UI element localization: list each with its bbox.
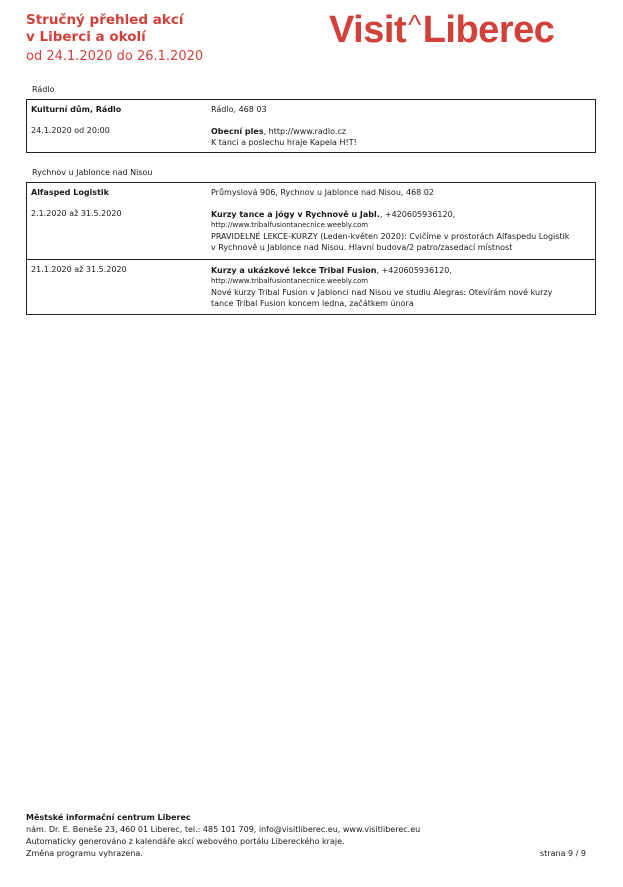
- event-name: Kurzy tance a jógy v Rychnově u Jabl.: [211, 210, 380, 219]
- event-description-line-2: tance Tribal Fusion koncem ledna, začátkem února: [211, 299, 414, 308]
- venue-name: Alfasped Logistik: [31, 188, 109, 197]
- event-contact[interactable]: , http://www.radlo.cz: [263, 127, 346, 136]
- page-number: strana 9 / 9: [540, 849, 586, 858]
- event-description-line-1: PRAVIDELNÉ LEKCE-KURZY (Leden-květen 2020): Cvičíme v prostorách Alfaspedu Logistik: [211, 232, 570, 241]
- event-contact: , +420605936120,: [376, 266, 452, 275]
- document-footer: [26, 812, 420, 860]
- visit-liberec-logo: [329, 8, 554, 55]
- footer-note-generated: Automaticky generováno z kalendáře akcí webového portálu Libereckého kraje.: [26, 837, 345, 846]
- event-description-line-1: Nové kurzy Tribal Fusion v Jablonci nad Nisou ve studiu Alegras: Otevírám nové kurzy: [211, 288, 553, 297]
- venue-address: Rádlo, 468 03: [211, 105, 267, 114]
- event-date: 24.1.2020 od 20:00: [31, 126, 110, 135]
- event-url[interactable]: http://www.tribalfusiontanecnice.weebly.com: [211, 221, 369, 229]
- event-details: [211, 265, 591, 309]
- venue-name: Kulturní dům, Rádlo: [31, 105, 122, 114]
- event-details: [211, 126, 591, 148]
- event-row: [27, 259, 595, 315]
- event-name: Kurzy a ukázkové lekce Tribal Fusion: [211, 266, 377, 275]
- event-url[interactable]: http://www.tribalfusiontanecnice.weebly.com: [211, 277, 369, 285]
- section-label-rychnov: Rychnov u Jablonce nad Nisou: [32, 168, 153, 177]
- event-contact: , +420605936120,: [379, 210, 456, 219]
- venue-box-rychnov: [26, 182, 596, 315]
- event-name: Obecní ples: [211, 127, 264, 136]
- event-date: 21.1.2020 až 31.5.2020: [31, 265, 127, 274]
- document-header: [26, 12, 203, 65]
- logo-text-visit: Visit: [329, 9, 407, 51]
- venue-box-radlo: [26, 99, 596, 153]
- footer-address: nám. Dr. E. Beneše 23, 460 01 Liberec, tel.: 485 101 709, info@visitliberec.eu, www.visitliberec.eu: [26, 825, 421, 834]
- logo-caret-icon: ^: [408, 9, 421, 40]
- venue-row: [27, 183, 595, 259]
- venue-row: [27, 100, 595, 152]
- event-description: K tanci a poslechu hraje Kapela H!T!: [211, 138, 357, 147]
- document-title-line-1: Stručný přehled akcí: [26, 12, 184, 28]
- section-label-radlo: Rádlo: [32, 85, 55, 94]
- footer-org: Městské informační centrum Liberec: [26, 813, 191, 822]
- document-title-line-2: v Liberci a okolí: [26, 29, 146, 45]
- event-description-line-2: v Rychnově u Jablonce nad Nisou. Hlavní budova/2 patro/zasedací místnost: [211, 243, 513, 252]
- venue-address: Průmyslová 906, Rychnov u Jablonce nad Nisou, 468 02: [211, 188, 434, 197]
- event-date: 2.1.2020 až 31.5.2020: [31, 209, 122, 218]
- event-details: [211, 209, 591, 253]
- footer-note-changes: Změna programu vyhrazena.: [26, 849, 143, 858]
- date-range: od 24.1.2020 do 26.1.2020: [26, 49, 204, 64]
- logo-text-liberec: Liberec: [422, 9, 555, 51]
